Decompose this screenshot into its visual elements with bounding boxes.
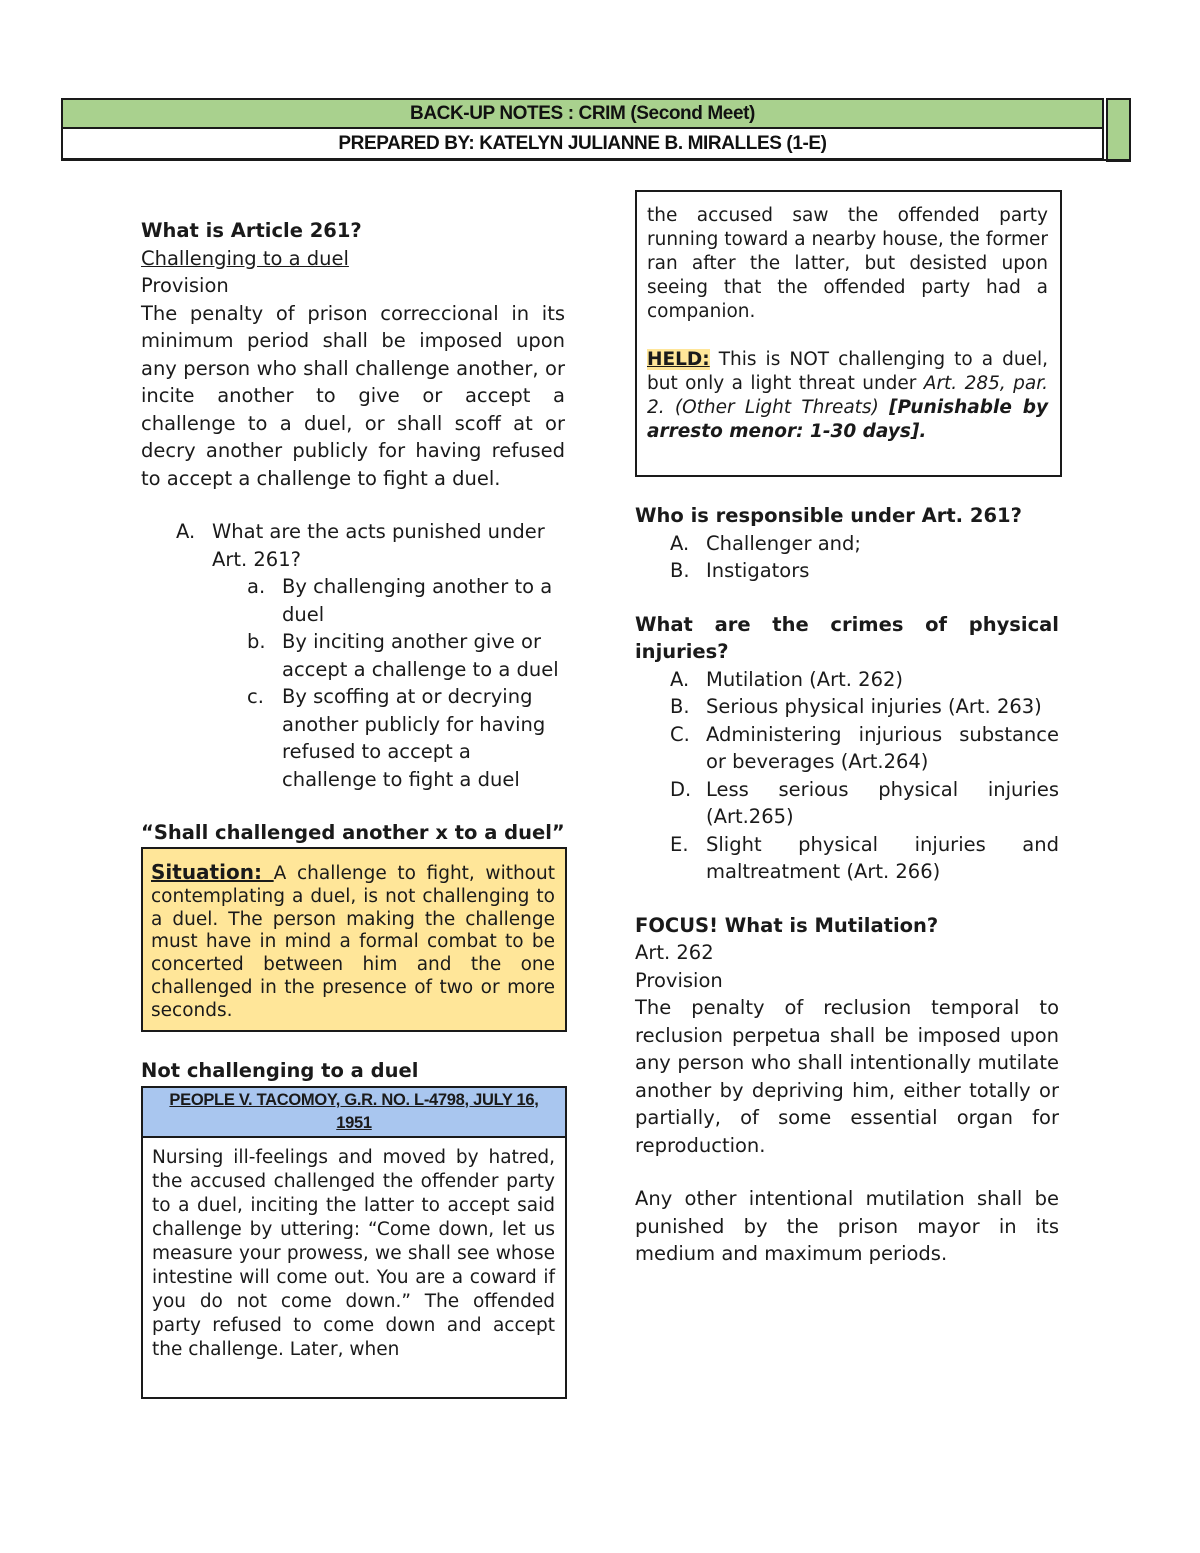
mutilation-other-text: Any other intentional mutilation shall be punished by the prison mayor in its medium and maximum periods. [635,1187,1059,1265]
held-penalty: [Punishable by arresto menor: 1-30 days]. [647,397,1049,442]
header-main [61,98,1104,160]
responsible-list [635,530,1059,585]
case-title: PEOPLE V. TACOMOY, G.R. NO. L-4798, JULY 16, 1951 [143,1088,565,1138]
mutilation-question: FOCUS! What is Mutilation? [635,913,939,937]
acts-list [141,518,565,573]
spacer [635,886,1059,912]
responsible-item: Instigators [706,559,810,582]
list-marker: B. [670,559,690,582]
mutilation-provision-label: Provision [635,968,723,992]
situation-box [141,847,567,1032]
article261-question: What is Article 261? [141,219,362,242]
responsible-item: Challenger and; [706,531,861,555]
not-challenging-heading: Not challenging to a duel [141,1059,419,1082]
list-item [176,518,565,573]
article261-provision-label: Provision [141,274,229,297]
list-marker: c. [247,685,264,708]
list-marker: A. [670,531,690,555]
spacer [635,1159,1059,1185]
situation-label: Situation: [151,860,274,884]
list-marker: C. [670,722,690,746]
injury-item: Slight physical injuries and maltreatment (Art. 266) [706,832,1059,883]
acts-question: What are the acts punished under Art. 261? [212,520,545,571]
list-marker: D. [670,777,692,801]
spacer [141,492,565,518]
list-item [670,776,1059,831]
case-box [141,1086,567,1399]
article261-provision-text: The penalty of prison correccional in its minimum period shall be imposed upon any person who shall challenge another, or incite another to give or accept a challenge to a duel, or shall scoff at or decry another publicly for having refused to accept a challenge to fight a duel. [141,301,565,490]
quote-heading: “Shall challenged another x to a duel” [141,821,565,844]
injury-item: Mutilation (Art. 262) [706,667,903,691]
right-column [635,502,1059,1268]
injury-item: Serious physical injuries (Art. 263) [706,695,1042,718]
spacer [141,793,565,819]
act-text: By scoffing at or decrying another publicly for having refused to accept a challenge to fight a duel [282,685,546,791]
physical-injuries-list [635,666,1059,886]
spacer [647,324,1048,348]
list-item [247,628,565,683]
header-side-cell [1106,98,1131,162]
header-bottom-rule [61,159,1131,161]
header-title-row [63,100,1102,129]
injury-item: Less serious physical injuries (Art.265) [706,777,1059,828]
physical-injuries-question: What are the crimes of physical injuries? [635,612,1059,663]
mutilation-provision-text: The penalty of reclusion temporal to reclusion perpetua shall be imposed upon any person who shall intentionally mutilate another by depriving him, either totally or partially, of some essential organ for reproduction. [635,996,1059,1157]
mutilation-article: Art. 262 [635,941,714,964]
header-author-row [63,129,1102,158]
list-marker: a. [247,575,266,598]
list-item [670,530,1059,558]
case-continued-box [635,190,1062,477]
held-citation: Art. 285, par. 2. (Other Light Threats) [647,373,1049,418]
case-body [143,1138,565,1362]
article261-subtitle: Challenging to a duel [141,246,349,270]
case-text: Nursing ill-feelings and moved by hatred, the accused challenged the offender party to a duel, inciting the latter to accept said challenge by uttering: “Come down, let us measure your prowess, we shall see whose intestine will come out. You are a coward if you do not come down.” The offended party refused to come down and accept the challenge. Later, when [152,1147,555,1360]
not-challenging-section [141,1057,565,1085]
header-prepared-by: PREPARED BY: KATELYN JULIANNE B. MIRALLES (1-E) [338,132,827,154]
spacer [635,585,1059,611]
injury-item: Administering injurious substance or beverages (Art.264) [706,722,1059,773]
held-label: HELD: [647,349,710,370]
list-item [670,831,1059,886]
situation-paragraph [151,861,555,1023]
list-item [247,683,565,793]
act-text: By inciting another give or accept a challenge to a duel [282,630,559,681]
list-item [670,666,1059,694]
situation-text: A challenge to fight, without contemplating a duel, is not challenging to a duel. The person making the challenge must have in mind a formal combat to be concerted between him and the one challenged in the presence of two or more seconds. [151,863,555,1021]
held-text: This is NOT challenging to a duel, but only a light threat under [647,349,1048,394]
list-marker: b. [247,630,266,653]
left-column [141,217,565,847]
list-marker: B. [670,695,690,718]
acts-sublist [141,573,565,793]
header-title: BACK-UP NOTES : CRIM (Second Meet) [410,102,755,124]
act-text: By challenging another to a duel [282,575,553,626]
case-continued-text: the accused saw the offended party running toward a nearby house, the former ran after the latter, but desisted upon seeing that the offended party had a companion. [647,205,1048,322]
list-item [247,573,565,628]
list-item [670,721,1059,776]
header-table [61,98,1131,162]
list-marker: E. [670,832,689,856]
responsible-question: Who is responsible under Art. 261? [635,504,1022,527]
list-marker: A. [176,520,196,543]
list-item [670,557,1059,585]
list-marker: A. [670,667,690,691]
held-paragraph [647,348,1048,444]
list-item [670,693,1059,721]
